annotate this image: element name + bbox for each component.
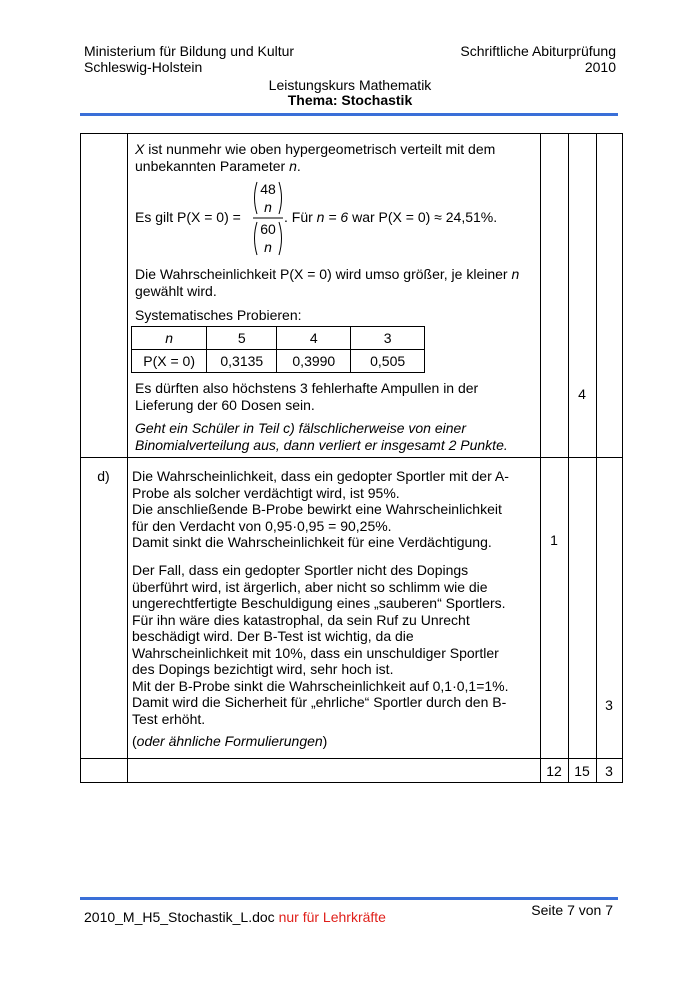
- binom-bottom-n: 60: [260, 221, 276, 237]
- grading-note: Geht ein Schüler in Teil c) fälschlicherweise von einer Binomialverteilung aus, dann verliert er insgesamt 2 Punkte.: [135, 420, 508, 453]
- table-cell: n: [132, 327, 207, 350]
- monotonicity-statement: Die Wahrscheinlichkeit P(X = 0) wird umso größer, je kleiner n gewählt wird.: [135, 266, 520, 299]
- probing-table: [131, 326, 425, 373]
- table-row: [132, 327, 425, 350]
- probing-label: Systematisches Probieren:: [135, 307, 302, 323]
- course-title: Leistungskurs Mathematik: [268, 77, 432, 93]
- table-cell: 0,3135: [207, 350, 277, 373]
- binomial-fraction: [251, 179, 285, 259]
- table-cell: 0,505: [351, 350, 425, 373]
- table-col-divider: [540, 133, 541, 783]
- ministry-name: Ministerium für Bildung und Kultur: [84, 43, 295, 59]
- binom-top-k: n: [264, 199, 272, 215]
- probability-equation: Es gilt P(X = 0) =: [135, 209, 241, 225]
- topic-title: Thema: Stochastik: [287, 92, 413, 108]
- table-row-divider: [80, 457, 623, 458]
- table-border-top: [80, 133, 623, 134]
- points-d-col1: 1: [550, 532, 558, 548]
- footer-file-info: [84, 909, 386, 925]
- footer-restriction: nur für Lehrkräfte: [278, 909, 386, 925]
- total-col1: 12: [546, 763, 562, 779]
- header-rule: [80, 113, 618, 116]
- total-col2: 15: [574, 763, 590, 779]
- points-d-col3: 3: [605, 697, 613, 713]
- table-cell: 4: [277, 327, 351, 350]
- total-col3: 3: [605, 763, 613, 779]
- footer-filename: 2010_M_H5_Stochastik_L.doc: [84, 909, 275, 925]
- table-border-bottom: [80, 782, 623, 783]
- page-number: Seite 7 von 7: [531, 902, 613, 918]
- alternative-formulations-note: (oder ähnliche Formulierungen): [132, 733, 328, 749]
- table-cell: 5: [207, 327, 277, 350]
- var-x: X: [135, 141, 145, 157]
- table-cell: 0,3990: [277, 350, 351, 373]
- footer-rule: [80, 897, 618, 900]
- table-col-divider: [596, 133, 597, 783]
- table-col-divider: [127, 133, 128, 783]
- table-cell: P(X = 0): [132, 350, 207, 373]
- part-d-paragraph-1: Die Wahrscheinlichkeit, dass ein gedopter Sportler mit der A- Probe als solcher verdächtigt wird, ist 95%. Die anschließende B-Probe bewirkt eine Wahrscheinlichkeit für den Verdacht von 0,95·0,95 = 90,25%. Damit sinkt die Wahrscheinlichkeit für eine Verdächtigung.: [132, 468, 509, 550]
- table-cell: 3: [351, 327, 425, 350]
- table-row: [132, 350, 425, 373]
- table-row-divider: [80, 758, 623, 759]
- binom-top-n: 48: [260, 181, 276, 197]
- part-d-paragraph-2: Der Fall, dass ein gedopter Sportler nicht des Dopings überführt wird, ist ärgerlich, aber nicht so schlimm wie die ungerechtfertigte Beschuldigung eines „sauberen“ Sportlers. Für ihn wäre dies katastrophal, da sein Ruf zu Unrecht beschädigt wird. Der B-Test ist wichtig, da die Wahrscheinlichkeit mit 10%, dass ein unschuldiger Sportler des Dopings bezichtigt wird, sehr hoch ist. Mit der B-Probe sinkt die Wahrscheinlichkeit auf 0,1·0,1=1%. Damit wird die Sicherheit für „ehrliche“ Sportler durch den B- Test erhöht.: [132, 562, 509, 727]
- conclusion-text: Es dürften also höchstens 3 fehlerhafte Ampullen in der Lieferung der 60 Dosen sein.: [135, 380, 479, 413]
- binom-bottom-k: n: [264, 239, 272, 255]
- hypergeometric-intro: X ist nunmehr wie oben hypergeometrisch verteilt mit dem unbekannten Parameter n.: [135, 141, 496, 174]
- state-name: Schleswig-Holstein: [84, 59, 203, 75]
- points-c-col2: 4: [578, 386, 586, 402]
- table-border-right: [622, 133, 623, 783]
- equation-continuation: . Für n = 6 war P(X = 0) ≈ 24,51%.: [284, 209, 498, 225]
- exam-type: Schriftliche Abiturprüfung: [460, 43, 616, 59]
- part-label-d: d): [97, 468, 110, 484]
- table-col-divider: [568, 133, 569, 783]
- exam-year: 2010: [584, 59, 616, 75]
- table-border-left: [80, 133, 81, 783]
